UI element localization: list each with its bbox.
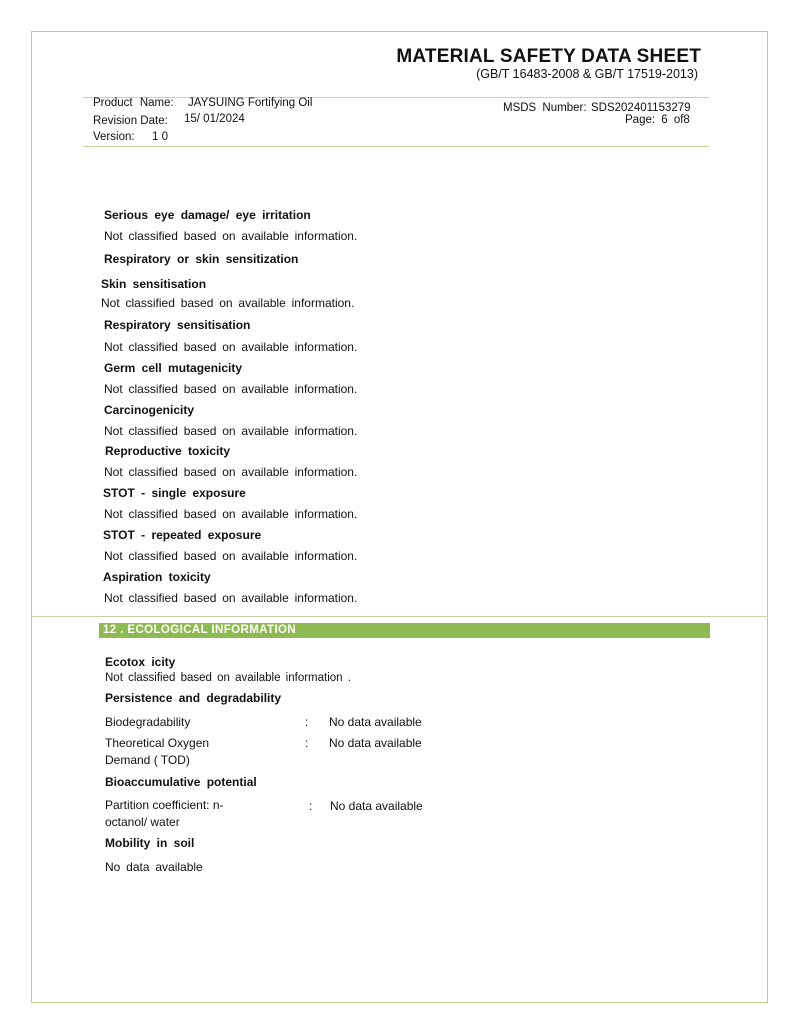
heading-skin-sensitisation: Skin sensitisation <box>101 277 207 291</box>
text-skin-sensitisation: Not classified based on available information. <box>101 296 355 310</box>
header-bottom-rule <box>83 146 709 147</box>
text-stot-single: Not classified based on available information. <box>104 507 358 521</box>
value-biodegradability: No data available <box>329 715 422 729</box>
heading-bioaccumulative: Bioaccumulative potential <box>105 775 257 789</box>
version-label: Version: <box>93 131 135 143</box>
text-respiratory-sensitisation: Not classified based on available information. <box>104 340 358 354</box>
header-top-rule <box>83 97 709 98</box>
text-germ-cell-mutagenicity: Not classified based on available information. <box>104 382 358 396</box>
text-carcinogenicity: Not classified based on available information. <box>104 424 358 438</box>
heading-respiratory-sensitisation: Respiratory sensitisation <box>104 318 251 332</box>
label-partition-coefficient: Partition coefficient: n- octanol/ water <box>105 798 224 829</box>
label-biodegradability: Biodegradability <box>105 715 191 729</box>
heading-stot-repeated: STOT - repeated exposure <box>103 528 262 542</box>
colon-biodegradability: : <box>305 715 309 729</box>
section-divider <box>31 616 768 617</box>
product-name-value: JAYSUING Fortifying Oil <box>188 97 313 109</box>
colon-partition: : <box>309 799 313 813</box>
revision-date-label: Revision Date: <box>93 115 168 127</box>
heading-germ-cell-mutagenicity: Germ cell mutagenicity <box>104 361 243 375</box>
text-eye-irritation: Not classified based on available information. <box>104 229 358 243</box>
heading-respiratory-skin-sensitization: Respiratory or skin sensitization <box>104 252 299 266</box>
heading-carcinogenicity: Carcinogenicity <box>104 403 195 417</box>
product-name-label: Product Name: <box>93 97 174 109</box>
document-standard: (GB/T 16483-2008 & GB/T 17519-2013) <box>476 67 698 81</box>
heading-mobility-in-soil: Mobility in soil <box>105 836 195 850</box>
text-aspiration-toxicity: Not classified based on available information. <box>104 591 358 605</box>
value-tod: No data available <box>329 736 422 750</box>
version-value: 1 0 <box>152 131 168 143</box>
label-tod: Theoretical Oxygen Demand ( TOD) <box>105 736 210 767</box>
heading-persistence-degradability: Persistence and degradability <box>105 691 282 705</box>
msds-number-value: SDS202401153279 <box>591 102 691 114</box>
text-reproductive-toxicity: Not classified based on available information. <box>104 465 358 479</box>
heading-reproductive-toxicity: Reproductive toxicity <box>105 444 231 458</box>
text-mobility-in-soil: No data available <box>105 860 203 874</box>
heading-aspiration-toxicity: Aspiration toxicity <box>103 570 211 584</box>
text-stot-repeated: Not classified based on available information. <box>104 549 358 563</box>
heading-stot-single: STOT - single exposure <box>103 486 246 500</box>
heading-ecotoxicity: Ecotox icity <box>105 655 176 669</box>
section-12-header <box>99 623 710 638</box>
section-12-title: 12 . ECOLOGICAL INFORMATION <box>103 624 297 636</box>
text-ecotoxicity: Not classified based on available information . <box>105 672 351 684</box>
revision-date-value: 15/ 01/2024 <box>184 113 245 125</box>
msds-number-label: MSDS Number: <box>503 102 587 114</box>
heading-eye-irritation: Serious eye damage/ eye irritation <box>104 208 311 222</box>
value-partition-coefficient: No data available <box>330 799 423 813</box>
colon-tod: : <box>305 736 309 750</box>
document-title: MATERIAL SAFETY DATA SHEET <box>396 46 701 67</box>
page-number: Page: 6 of8 <box>625 114 690 126</box>
